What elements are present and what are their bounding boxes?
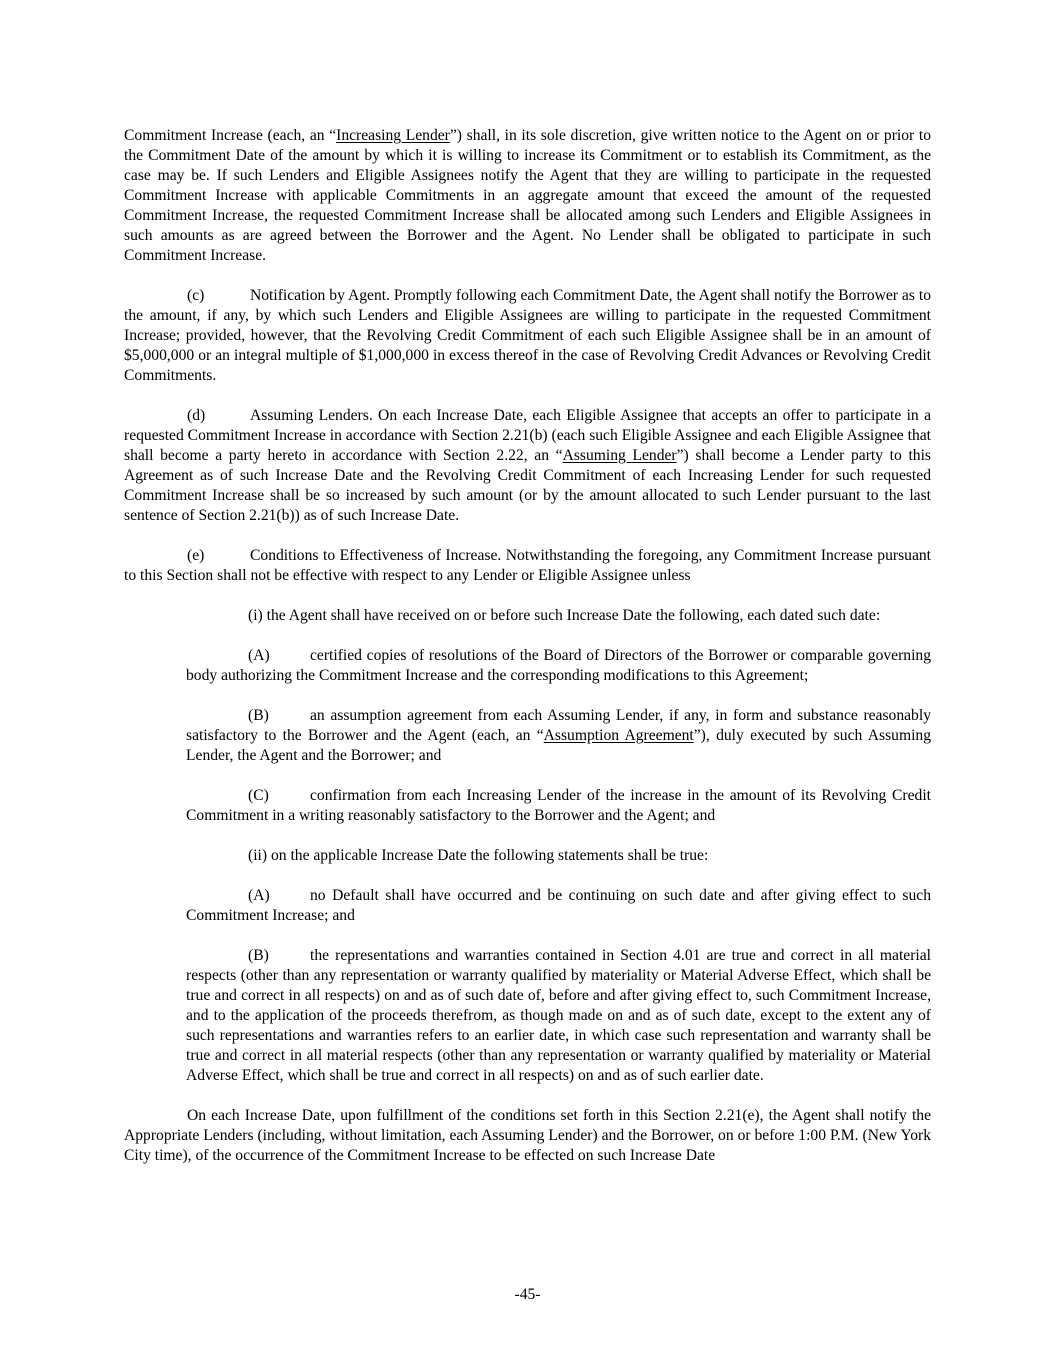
clause-label-i-a: (A) bbox=[248, 647, 270, 664]
paragraph-ii-b-representations: (B) the representations and warranties contained in Section 4.01 are true and correct in all material respects (other than any representation or warranty qualified by materiality or Material Adverse Effect, which shall be true and correct in all respects) on and as of such date of, before and after giving effect to, such Commitment Increase, and to the application of the proceeds therefrom, as though made on and as of such date, except to the extent any of such representations and warranties refers to an earlier date, in which case such representation and warranty shall be true and correct in all material respects (other than any representation or warranty qualified by materiality or Material Adverse Effect, which shall be true and correct in all respects) on and as of such earlier date. bbox=[186, 947, 931, 1084]
paragraph-ii-a-no-default: (A) no Default shall have occurred and be continuing on such date and after giving effect to such Commitment Increase; and bbox=[186, 887, 931, 924]
clause-label-e: (e) bbox=[187, 547, 205, 564]
defined-term-assuming-lender: Assuming Lender bbox=[562, 447, 677, 464]
paragraph-ii-statements: (ii) on the applicable Increase Date the following statements shall be true: bbox=[248, 847, 709, 864]
clause-label-ii-a: (A) bbox=[248, 887, 270, 904]
paragraph-e-conditions: (e) Conditions to Effectiveness of Increase. Notwithstanding the foregoing, any Commitment Increase pursuant to this Section shall not be effective with respect to any Lender or Eligible Assignee unless bbox=[124, 547, 931, 584]
defined-term-increasing-lender: Increasing Lender bbox=[336, 127, 450, 144]
clause-label-d: (d) bbox=[187, 407, 206, 424]
clause-label-i-b: (B) bbox=[248, 707, 269, 724]
clause-label-ii-b: (B) bbox=[248, 947, 269, 964]
paragraph-increasing-lender: Commitment Increase (each, an “Increasing Lender”) shall, in its sole discretion, give written notice to the Agent on or prior to the Commitment Date of the amount by which it is willing to increase its Commitment or to establish its Commitment, as the case may be. If such Lenders and Eligible Assignees notify the Agent that they are willing to participate in the requested Commitment Increase with applicable Commitments in an aggregate amount that exceed the amount of the requested Commitment Increase, the requested Commitment Increase shall be allocated among such Lenders and Eligible Assignees in such amounts as are agreed between the Borrower and the Agent. No Lender shall be obligated to participate in such Commitment Increase. bbox=[124, 127, 931, 264]
paragraph-c-notification: (c) Notification by Agent. Promptly following each Commitment Date, the Agent shall notify the Borrower as to the amount, if any, by which such Lenders and Eligible Assignees are willing to participate in the requested Commitment Increase; provided, however, that the Revolving Credit Commitment of each such Eligible Assignee shall be in an amount of $5,000,000 or an integral multiple of $1,000,000 in excess thereof in the case of Revolving Credit Advances or Revolving Credit Commitments. bbox=[124, 287, 931, 384]
paragraph-i-b-assumption: (B) an assumption agreement from each Assuming Lender, if any, in form and substance reasonably satisfactory to the Borrower and the Agent (each, an “Assumption Agreement”), duly executed by such Assuming Lender, the Agent and the Borrower; and bbox=[186, 707, 931, 764]
paragraph-i-received: (i) the Agent shall have received on or before such Increase Date the following, each dated such date: bbox=[248, 607, 881, 624]
clause-label-c: (c) bbox=[187, 287, 205, 304]
page-number: -45- bbox=[514, 1286, 541, 1303]
paragraph-i-a-resolutions: (A) certified copies of resolutions of the Board of Directors of the Borrower or comparable governing body authorizing the Commitment Increase and the corresponding modifications to this Agreement; bbox=[186, 647, 931, 684]
paragraph-d-assuming-lenders: (d) Assuming Lenders. On each Increase Date, each Eligible Assignee that accepts an offer to participate in a requested Commitment Increase in accordance with Section 2.21(b) (each such Eligible Assignee and each Eligible Assignee that shall become a party hereto in accordance with Section 2.22, an “Assuming Lender”) shall become a Lender party to this Agreement as of such Increase Date and the Revolving Credit Commitment of each Increasing Lender for such requested Commitment Increase shall be so increased by such amount (or by the amount allocated to such Lender pursuant to the last sentence of Section 2.21(b)) as of such Increase Date. bbox=[124, 407, 931, 524]
document-body bbox=[124, 126, 931, 1166]
clause-label-i-c: (C) bbox=[248, 787, 269, 804]
defined-term-assumption-agreement: Assumption Agreement bbox=[543, 727, 694, 744]
paragraph-final-notification: On each Increase Date, upon fulfillment of the conditions set forth in this Section 2.21(e), the Agent shall notify the Appropriate Lenders (including, without limitation, each Assuming Lender) and the Borrower, on or before 1:00 P.M. (New York City time), of the occurrence of the Commitment Increase to be effected on such Increase Date bbox=[124, 1107, 931, 1164]
paragraph-i-c-confirmation: (C) confirmation from each Increasing Lender of the increase in the amount of its Revolving Credit Commitment in a writing reasonably satisfactory to the Borrower and the Agent; and bbox=[186, 787, 931, 824]
